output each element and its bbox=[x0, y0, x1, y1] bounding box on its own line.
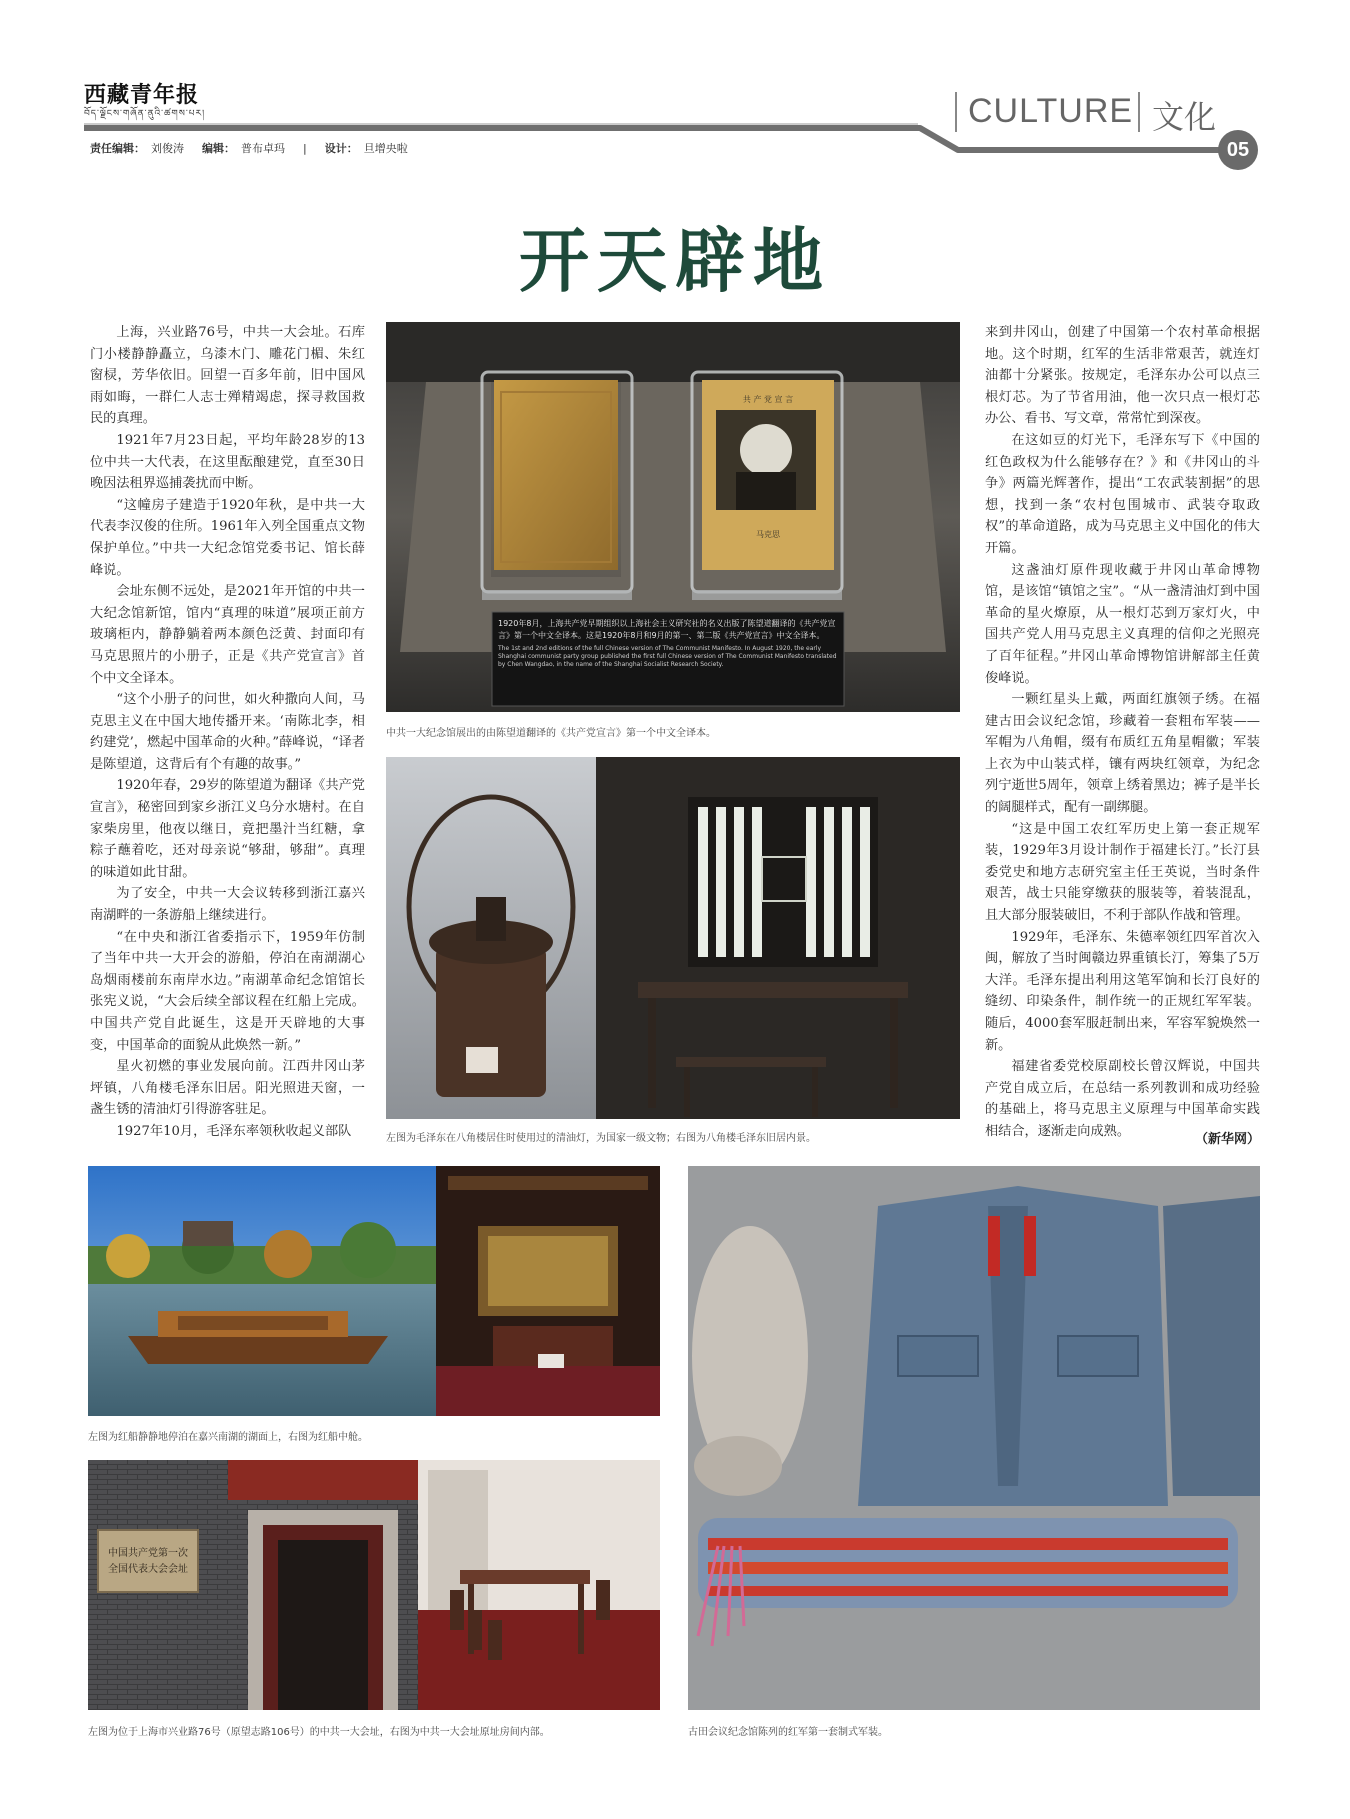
manifesto-photo bbox=[386, 322, 960, 712]
paragraph: 为了安全，中共一大会议转移到浙江嘉兴南湖畔的一条游船上继续进行。 bbox=[90, 886, 365, 924]
congress-site-photo bbox=[88, 1460, 660, 1710]
placard-en: The 1st and 2nd editions of the full Chinese version of The Communist Manifesto. In August 1920, the early Shanghai communist party group published the first full Chinese version of The Communist Manifesto translated by Chen Wangdao, in the name of the Shanghai Socialist Research Society. bbox=[498, 645, 837, 668]
paragraph: 星火初燃的事业发展向前。江西井冈山茅坪镇，八角楼毛泽东旧居。阳光照进天窗，一盏生锈的清油灯引得游客驻足。 bbox=[90, 1059, 365, 1118]
lamp-caption: 左图为毛泽东在八角楼居住时使用过的清油灯，为国家一级文物；右图为八角楼毛泽东旧居内景。 bbox=[386, 1133, 816, 1144]
paragraph: “这是中国工农红军历史上第一套正规军装，1929年3月设计制作于福建长汀。”长汀县委党史和地方志研究室主任王英说，当时条件艰苦，战士只能穿缴获的服装等，着装混乱，且大部分服装破旧，不利于部队作战和管理。 bbox=[985, 821, 1260, 924]
editor-credits: 责任编辑： 刘俊涛 编辑： 普布卓玛 | 设计： 旦增央啦 bbox=[90, 142, 408, 155]
red-boat-caption: 左图为红船静静地停泊在嘉兴南湖的湖面上，右图为红船中舱。 bbox=[88, 1432, 368, 1443]
paragraph: 上海，兴业路76号，中共一大会址。石库门小楼静静矗立，乌漆木门、雕花门楣、朱红窗棂，芳华依旧。回望一百多年前，旧中国风雨如晦，一群仁人志士殚精竭虑，探寻救国救民的真理。 bbox=[90, 325, 365, 427]
paragraph: 福建省委党校原副校长曾汉辉说，中国共产党自成立后，在总结一系列教训和成功经验的基础上，将马克思主义原理与中国革命实践相结合，逐渐走向成熟。 bbox=[985, 1059, 1260, 1139]
paragraph: 这盏油灯原件现收藏于井冈山革命博物馆，是该馆“镇馆之宝”。“从一盏清油灯到中国革命的星火燎原，从一根灯芯到万家灯火，中国共产党人用马克思主义真理的信仰之光照亮了百年征程。”井冈山革命博物馆讲解部主任黄俊峰说。 bbox=[985, 562, 1260, 686]
red-boat-photo bbox=[88, 1166, 660, 1416]
book-title: 共 产 党 宣 言 bbox=[742, 395, 794, 404]
manifesto-caption: 中共一大纪念馆展出的由陈望道翻译的《共产党宣言》第一个中文全译本。 bbox=[386, 728, 716, 739]
exhibit-placard bbox=[498, 618, 838, 669]
section-label-en: CULTURE bbox=[968, 92, 1134, 130]
paragraph: 在这如豆的灯光下，毛泽东写下《中国的红色政权为什么能够存在？》和《井冈山的斗争》两篇光辉著作，提出“工农武装割据”的思想，找到一条“农村包围城市、武装夺取政权”的革命道路，成为马克思主义中国化的伟大开篇。 bbox=[985, 432, 1260, 556]
page-number: 05 bbox=[1218, 130, 1258, 170]
paragraph: 会址东侧不远处，是2021年开馆的中共一大纪念馆新馆，馆内“真理的味道”展项正前方玻璃柜内，静静躺着两本颜色泛黄、封面印有马克思照片的小册子，正是《共产党宣言》首个中文全译本。 bbox=[90, 584, 365, 686]
paragraph: 1929年，毛泽东、朱德率领红四军首次入闽，解放了当时闽赣边界重镇长汀，筹集了5万大洋。毛泽东提出利用这笔军饷和长汀良好的缝纫、印染条件，制作统一的正规红军军装。随后，4000套军服赶制出来，军容军貌焕然一新。 bbox=[985, 929, 1260, 1053]
paragraph: “这幢房子建造于1920年秋，是中共一大代表李汉俊的住所。1961年入列全国重点文物保护单位。”中共一大纪念馆党委书记、馆长薛峰说。 bbox=[90, 497, 365, 578]
section-label-zh: 文化 bbox=[1152, 98, 1217, 136]
plaque-line-1: 中国共产党第一次 bbox=[108, 1548, 188, 1559]
article-column-3 bbox=[985, 322, 1260, 1139]
book-author: 马克思 bbox=[756, 530, 780, 539]
paragraph: “这个小册子的问世，如火种撒向人间，马克思主义在中国大地传播开来。‘南陈北李，相约建党’，燃起中国革命的火种。”薛峰说，“译者是陈望道，这背后有个有趣的故事。” bbox=[90, 692, 365, 772]
placard-zh: 1920年8月，上海共产党早期组织以上海社会主义研究社的名义出版了陈望道翻译的《共产党宣言》第一个中文全译本。这是1920年8月和9月的第一、第二版《共产党宣言》中文全译本。 bbox=[498, 619, 836, 640]
page-title: 开天辟地 bbox=[519, 220, 831, 302]
uniform-photo bbox=[688, 1166, 1260, 1710]
paragraph: “在中央和浙江省委指示下，1959年仿制了当年中共一大开会的游船，停泊在南湖湖心岛烟雨楼前东南岸水边。”南湖革命纪念馆馆长张宪义说，“大会后续全部议程在红船上完成。中国共产党自此诞生，这是开天辟地的大事变，中国革命的面貌从此焕然一新。” bbox=[90, 929, 365, 1053]
lamp-photo bbox=[386, 757, 960, 1119]
article-column-1 bbox=[90, 322, 365, 1167]
paragraph: 1921年7月23日起，平均年龄28岁的13位中共一大代表，在这里酝酿建党，直至30日晚因法租界巡捕袭扰而中断。 bbox=[90, 432, 365, 492]
section-divider bbox=[1138, 92, 1140, 132]
news-source: （新华网） bbox=[1195, 1132, 1261, 1147]
plaque-line-2: 全国代表大会会址 bbox=[108, 1564, 188, 1575]
paragraph: 一颗红星头上戴，两面红旗领子绣。在福建古田会议纪念馆，珍藏着一套粗布军装——军帽为八角帽，缀有布质红五角星帽徽；军装上衣为中山装式样，镶有两块红领章，为纪念列宁逝世5周年，领章上绣着黑边；裤子是半长的阔腿样式，配有一副绑腿。 bbox=[985, 692, 1260, 816]
newspaper-subtitle-tibetan: བོད་ལྗོངས་གཞོན་ནུའི་ཚགས་པར། bbox=[84, 109, 206, 119]
paragraph: 1927年10月，毛泽东率领秋收起义部队 bbox=[116, 1123, 352, 1139]
uniform-caption: 古田会议纪念馆陈列的红军第一套制式军装。 bbox=[688, 1727, 888, 1738]
congress-site-caption: 左图为位于上海市兴业路76号（原望志路106号）的中共一大会址，右图为中共一大会址原址房间内部。 bbox=[88, 1727, 550, 1738]
section-divider bbox=[955, 92, 957, 132]
paragraph: 来到井冈山，创建了中国第一个农村革命根据地。这个时期，红军的生活非常艰苦，就连灯油都十分紧张。按规定，毛泽东办公可以点三根灯芯。为了节省用油，他一次只点一根灯芯办公、看书、写文章，常常忙到深夜。 bbox=[985, 325, 1260, 427]
newspaper-title: 西藏青年报 bbox=[84, 82, 200, 108]
paragraph: 1920年春，29岁的陈望道为翻译《共产党宣言》，秘密回到家乡浙江义乌分水塘村。在自家柴房里，他夜以继日，竟把墨汁当红糖，拿粽子蘸着吃，还对母亲说“够甜，够甜”。真理的味道如此甘甜。 bbox=[90, 778, 365, 880]
